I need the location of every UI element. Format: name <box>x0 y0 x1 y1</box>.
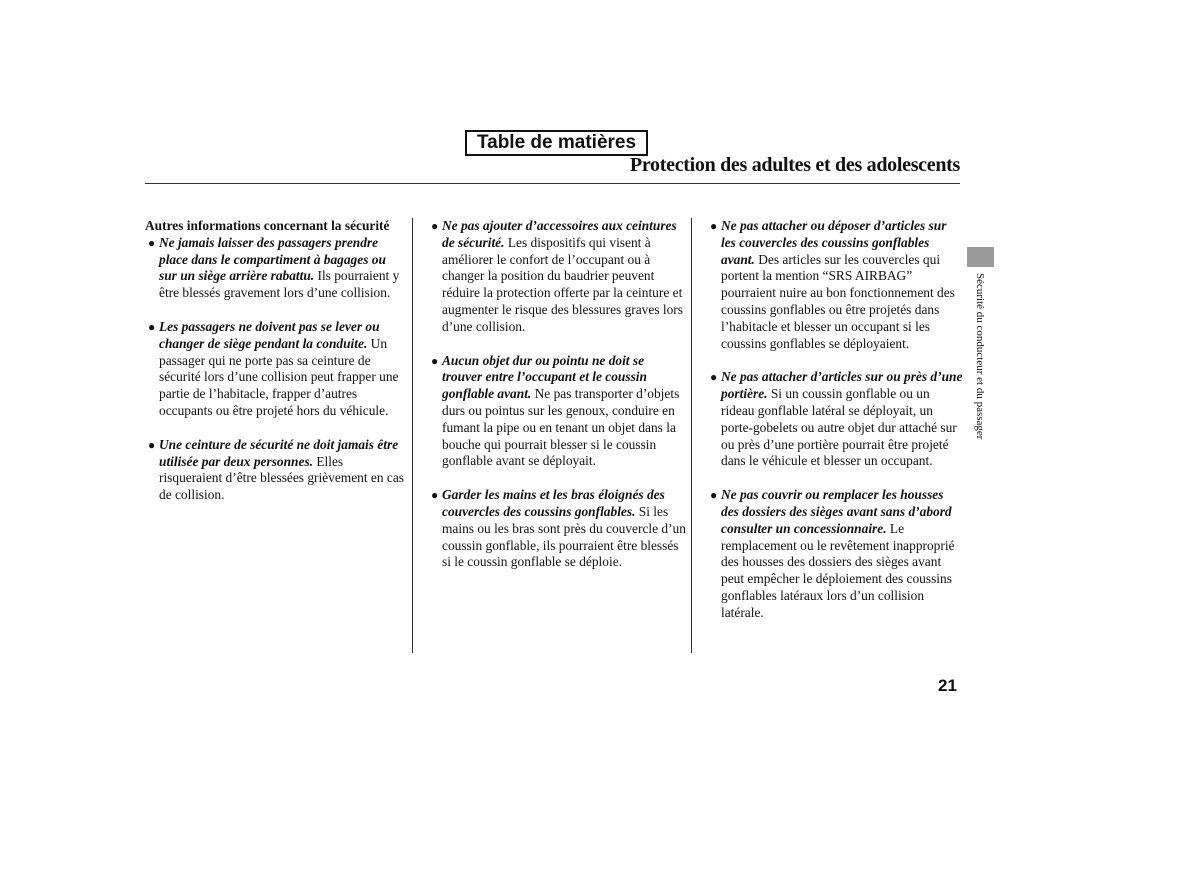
bullet-text: Si les mains ou les bras sont près du couvercle d’un coussin gonflable, ils pourraient être blessés si le coussin gonflable se déploie. <box>442 503 686 570</box>
bullet-lead: Ne pas attacher d’articles sur ou près d’une portière. <box>721 369 963 402</box>
bullet-lead: Ne jamais laisser des passagers prendre place dans le compartiment à bagages ou sur un siège arrière rabattu. <box>159 234 386 284</box>
bullet-text: Ils pourraient y être blessés gravement lors d’une collision. <box>159 268 400 301</box>
bullet-text: Si un coussin gonflable ou un rideau gonflable latéral se déployait, un porte-gobelets ou autre objet dur attaché sur ou près d’une portière pourrait être projeté dans le véhicule et blesser un occupant. <box>721 386 957 469</box>
bullet-lead: Les passagers ne doivent pas se lever ou changer de siège pendant la conduite. <box>159 318 380 351</box>
bullet-icon: ● <box>148 235 156 250</box>
title-divider <box>145 183 960 184</box>
column-divider <box>691 218 692 653</box>
page-title: Protection des adultes et des adolescents <box>629 154 960 176</box>
bullet-item <box>428 487 686 571</box>
column-1 <box>145 218 407 504</box>
bullet-lead: Une ceinture de sécurité ne doit jamais être utilisée par deux personnes. <box>159 436 399 469</box>
bullet-lead: Ne pas attacher ou déposer d’articles sur les couvercles des coussins gonflables avant. <box>721 218 947 267</box>
bullet-icon: ● <box>148 319 156 334</box>
bullet-item <box>145 235 407 302</box>
column-2 <box>428 218 686 571</box>
bullet-icon: ● <box>710 219 718 233</box>
bullet-lead: Ne pas ajouter d’accessoires aux ceintures de sécurité. <box>442 218 677 250</box>
bullet-item <box>428 353 686 471</box>
bullet-text: Elles risqueraient d’être blessées grièvement en cas de collision. <box>159 453 405 503</box>
bullet-text: Des articles sur les couvercles qui portent la mention “SRS AIRBAG” pourraient nuire au bon fonctionnement des coussins gonflables ou être projetés dans l’habitacle et blesser un occupant si les coussins gonflables se déployaient. <box>721 251 955 351</box>
bullet-text: Les dispositifs qui visent à améliorer le confort de l’occupant ou à changer la position du baudrier peuvent réduire la protection offerte par la ceinture et augmenter le risque des blessures graves lors d’une collision. <box>442 234 683 334</box>
bullet-lead: Ne pas couvrir ou remplacer les housses des dossiers des sièges avant sans d’abord consulter un concessionnaire. <box>721 487 952 536</box>
section-tab-label: Sécurité du conducteur et du passager <box>974 273 986 440</box>
bullet-item <box>707 487 963 621</box>
page-number: 21 <box>938 676 957 695</box>
bullet-icon: ● <box>710 488 718 503</box>
bullet-icon: ● <box>148 437 156 452</box>
bullet-item <box>145 319 407 420</box>
bullet-item <box>145 437 407 504</box>
bullet-lead: Aucun objet dur ou pointu ne doit se trouver entre l’occupant et le coussin gonflable avant. <box>442 352 647 402</box>
bullet-item <box>707 369 963 470</box>
bullet-item <box>707 218 963 352</box>
bullet-icon: ● <box>710 370 718 385</box>
bullet-lead: Garder les mains et les bras éloignés des couvercles des coussins gonflables. <box>442 487 665 519</box>
column-3 <box>707 218 963 622</box>
bullet-icon: ● <box>431 488 439 503</box>
bullet-item <box>428 218 686 336</box>
section-heading: Autres informations concernant la sécurité <box>145 218 390 233</box>
bullet-icon: ● <box>431 219 439 233</box>
table-of-contents-button[interactable]: Table de matières <box>465 130 648 156</box>
bullet-text: Le remplacement ou le revêtement inapproprié des housses des dossiers des sièges avant peut empêcher le déploiement des coussins gonflables latéraux lors d’un collision latérale. <box>721 520 955 620</box>
bullet-text: Ne pas transporter d’objets durs ou pointus sur les genoux, conduire en fumant la pipe ou en tenant un objet dans la bouche qui pourrait blesser si le coussin gonflable avant se déployait. <box>442 386 680 469</box>
bullet-text: Un passager qui ne porte pas sa ceinture de sécurité lors d’une collision peut frapper une partie de l’habitacle, frapper d’autres occupants ou être projeté hors du véhicule. <box>159 335 399 418</box>
section-tab <box>967 247 994 267</box>
column-divider <box>412 218 413 653</box>
bullet-icon: ● <box>431 353 439 368</box>
